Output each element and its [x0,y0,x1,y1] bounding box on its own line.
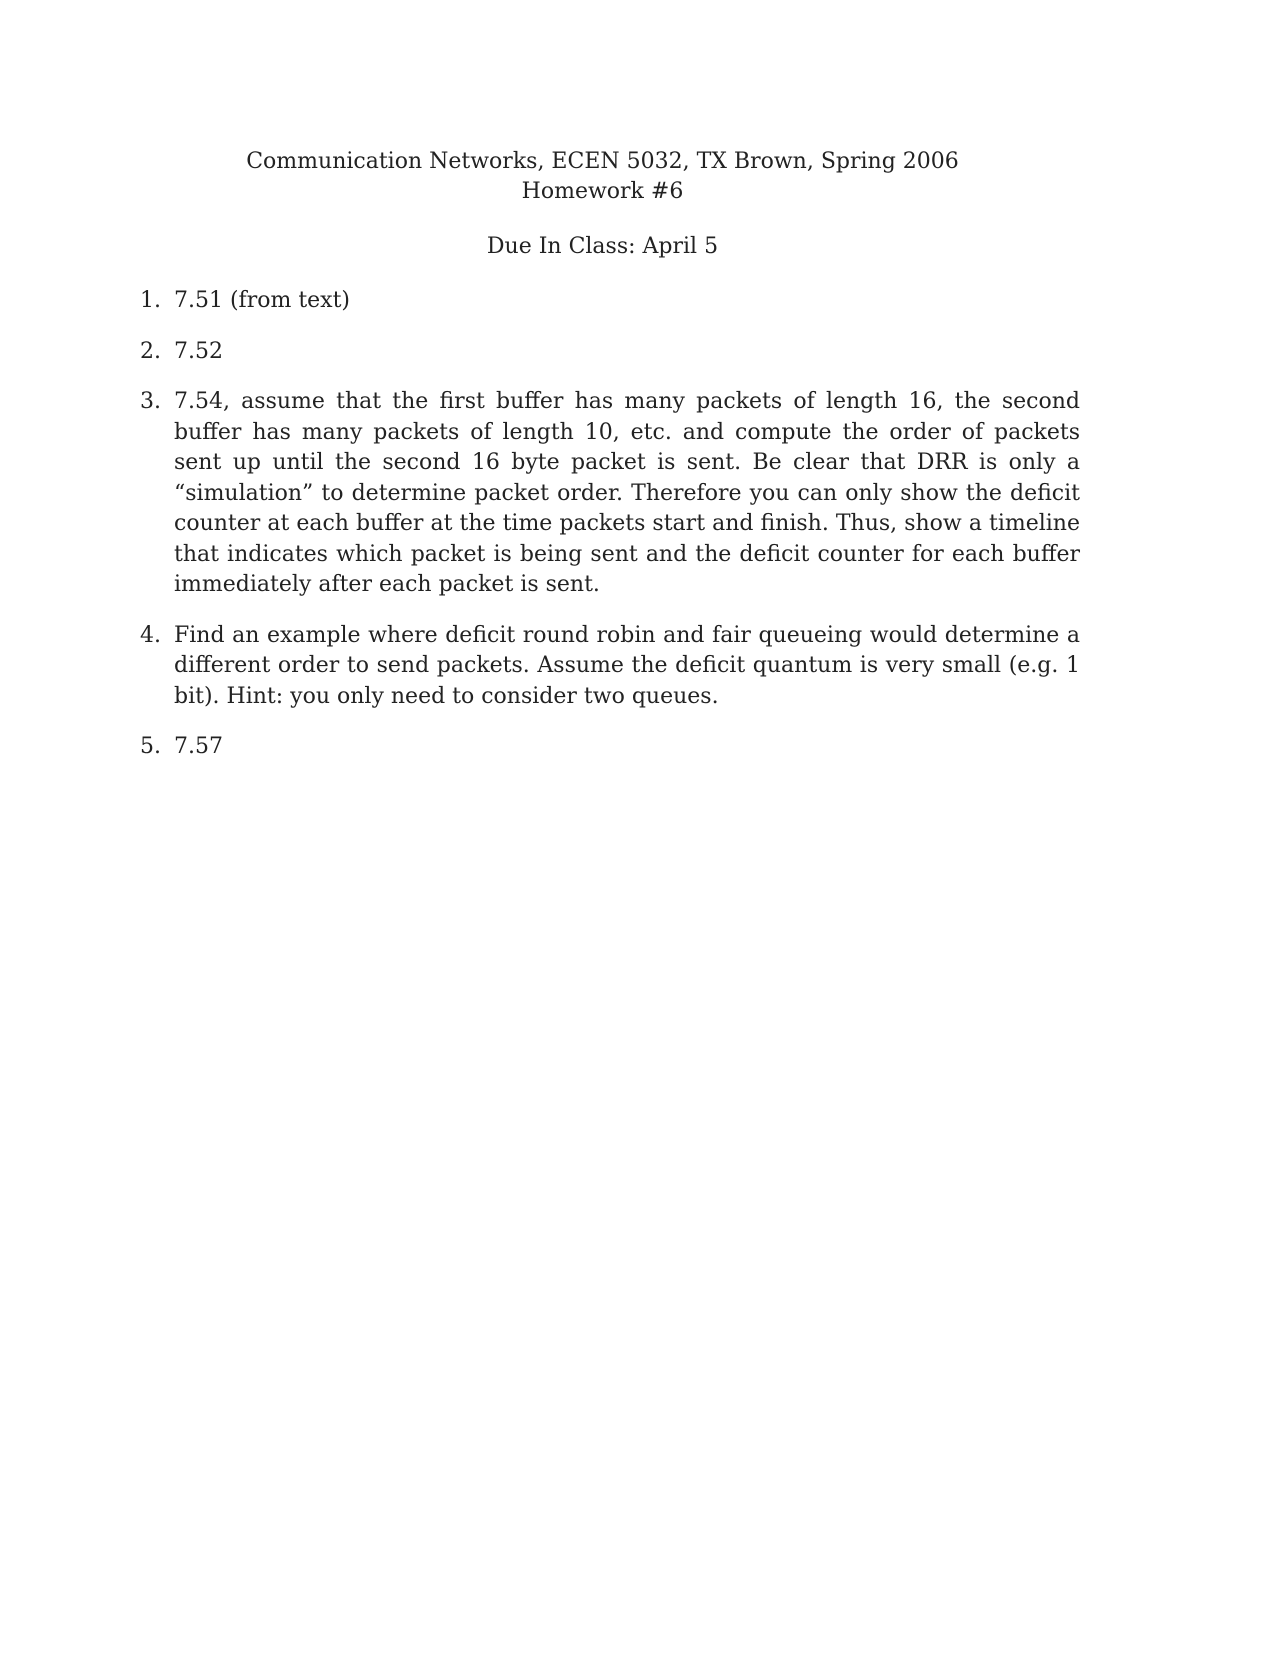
problem-number: 2. [140,338,161,364]
problem-number: 3. [140,389,161,414]
problem-number: 1. [140,288,161,313]
due-date: Due In Class: April 5 [486,234,719,259]
problem-text: 7.57 [174,734,223,759]
homework-title: Homework #6 [521,179,684,204]
course-title: Communication Networks, ECEN 5032, TX Brown, Spring 2006 [246,149,959,174]
problem-text: 7.52 [174,338,223,364]
problem-item [140,732,1080,763]
problem-number: 5. [140,734,161,759]
problem-text: 7.54, assume that the first buffer has many packets of length 16, the second buffer has many packets of length 10, etc. and compute the order of packets sent up until the second 16 byte packet is sent. Be clear that DRR is only a “simulation” to determine packet order. Therefore you can only show the deficit counter at each buffer at the time packets start and finish. Thus, show a timeline that indicates which packet is being sent and the deficit counter for each buffer immediately after each packet is sent. [174,389,1080,597]
problem-item [140,621,1080,713]
problem-list [140,286,1080,783]
problem-text: 7.51 (from text) [174,288,351,313]
problem-number: 4. [140,622,161,648]
problem-item [140,387,1080,601]
problem-text: Find an example where deficit round robin and fair queueing would determine a different order to send packets. Assume the deficit quantum is very small (e.g. 1 bit). Hint: you only need to consider two queues. [174,622,1080,709]
problem-item [140,286,1080,317]
problem-item [140,337,1080,368]
